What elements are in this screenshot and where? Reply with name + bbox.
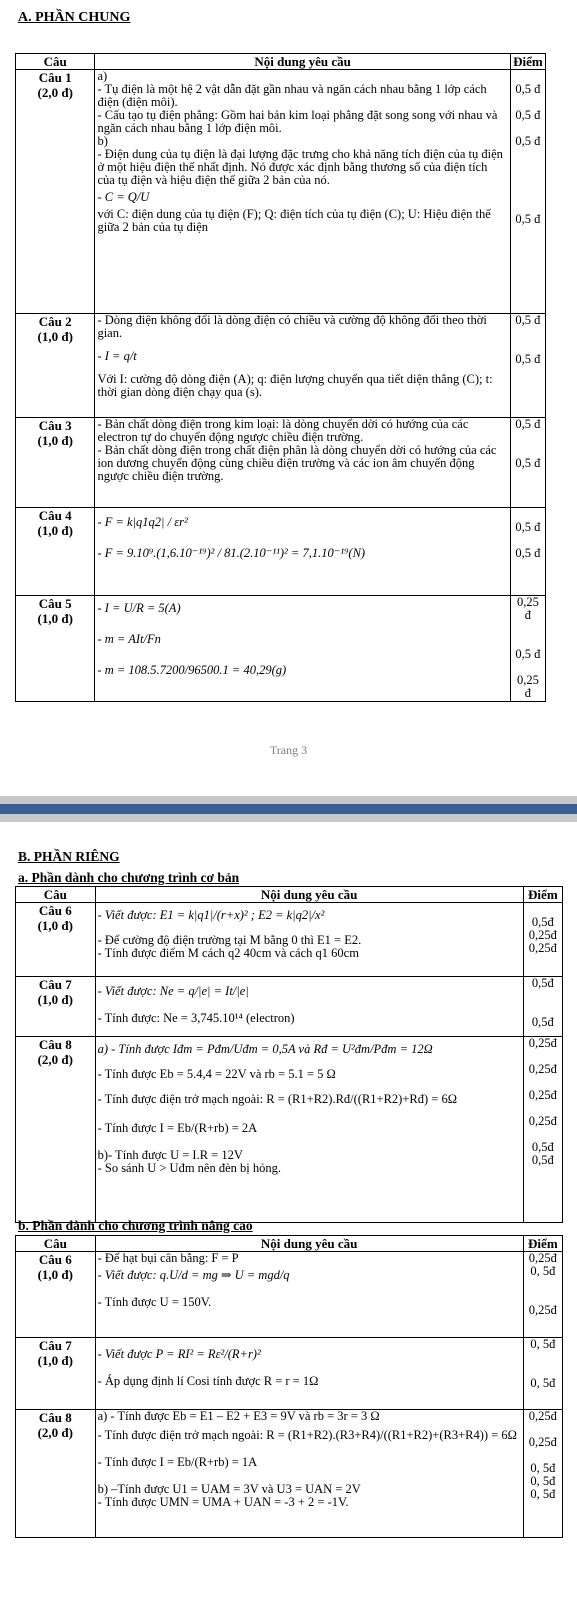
subsection-advanced-title: b. Phần dành cho chương trình nâng cao <box>18 1218 253 1233</box>
formula-line: - I = U/R = 5(A) <box>97 601 181 615</box>
answer-line: a) - Tính được Eb = E1 – E2 + E3 = 9V và rb = 3r = 3 Ω <box>97 1409 380 1423</box>
formula-line: - F = 9.10⁹.(1,6.10⁻¹⁹)² / 81.(2.10⁻¹¹)² = 7,1.10⁻¹⁹(N) <box>97 546 366 560</box>
score-cell: 0,25đ 0, 5đ 0,25đ <box>523 1252 562 1338</box>
table-row <box>16 508 546 596</box>
question-label: Câu 7 <box>38 1338 72 1353</box>
table-row <box>16 314 546 418</box>
score-cell: 0,5 đ 0,5 đ <box>510 314 545 418</box>
answer-line: - Tính được Eb = 5.4,4 = 22V và rb = 5.1 = 5 Ω <box>97 1067 336 1081</box>
page-number: Trang 3 <box>269 743 308 757</box>
table-row <box>16 1410 563 1538</box>
col-header-diem: Điểm <box>523 1236 562 1252</box>
table-row <box>16 1037 563 1223</box>
question-label: Câu 1 <box>38 70 72 85</box>
score-cell: 0,5 đ 0,5 đ 0,5 đ 0,5 đ <box>510 70 545 314</box>
question-label: Câu 6 <box>38 1252 72 1267</box>
col-header-cau: Câu <box>16 54 95 70</box>
answer-line: - Tính được UMN = UMA + UAN = -3 + 2 = -1V. <box>97 1495 349 1509</box>
answer-line: - Tính được điện trở mạch ngoài: R = (R1+R2).(R3+R4)/((R1+R2)+(R3+R4)) = 6Ω <box>97 1428 517 1442</box>
score-cell: 0,5đ 0,5đ <box>523 977 562 1037</box>
answer-line: a) <box>97 69 108 83</box>
formula-line: - Viết được: Ne = q/|e| = It/|e| <box>97 984 249 998</box>
answer-line: - Điện dung của tụ điện là đại lượng đặc trưng cho khả năng tích điện của tụ điện ở một hiệu điện thế nhất định. Nó được xác định bằng thương số của điện tích của tụ điện và hiệu điện thế giữa 2 bản của nó. <box>97 147 503 187</box>
page-separator <box>0 796 577 824</box>
question-label: Câu 7 <box>38 977 72 992</box>
question-label: Câu 6 <box>38 903 72 918</box>
page-2 <box>0 822 577 1612</box>
question-label: Câu 8 <box>38 1037 72 1052</box>
table-row <box>16 418 546 508</box>
section-a-title: A. PHẦN CHUNG <box>18 10 131 25</box>
col-header-cau: Câu <box>16 1236 96 1252</box>
table-row <box>16 596 546 702</box>
question-label: Câu 4 <box>38 508 72 523</box>
score-cell: 0,25đ 0,25đ 0, 5đ 0, 5đ 0, 5đ <box>523 1410 562 1538</box>
question-points: (2,0 đ) <box>37 1052 73 1067</box>
answer-line: - Dòng điện không đổi là dòng điện có chiều và cường độ không đổi theo thời gian. <box>97 313 487 340</box>
question-points: (1,0 đ) <box>37 523 73 538</box>
question-points: (1,0 đ) <box>37 433 73 448</box>
formula-line: - Viết được P = RI² = Rε²/(R+r)² <box>97 1347 261 1361</box>
col-header-noidung: Nội dung yêu cầu <box>95 1236 523 1252</box>
score-cell: 0,5 đ 0,5 đ <box>510 418 545 508</box>
answer-line: - Tính được I = Eb/(R+rb) = 2A <box>97 1121 258 1135</box>
table-basic <box>15 886 563 1223</box>
question-points: (1,0 đ) <box>37 1353 73 1368</box>
answer-line: với C: điện dung của tụ điện (F); Q: điện tích của tụ điện (C); U: Hiệu điện thế giữa 2 bản của tụ điện <box>97 207 491 234</box>
formula-line: - m = 108.5.7200/96500.1 = 40,29(g) <box>97 663 287 677</box>
page-separator-band <box>0 804 577 814</box>
formula-line: - F = k|q1q2| / εr² <box>97 515 188 529</box>
table-row <box>16 1252 563 1338</box>
table-header-row <box>16 54 546 70</box>
table-header-row <box>16 1236 563 1252</box>
question-points: (1,0 đ) <box>37 611 73 626</box>
answer-line: - Tính được: Ne = 3,745.10¹⁴ (electron) <box>97 1011 295 1025</box>
answer-line: - Tụ điện là một hệ 2 vật dẫn đặt gần nhau và ngăn cách nhau bằng 1 lớp cách điện (điện môi). <box>97 82 487 109</box>
question-label: Câu 8 <box>38 1410 72 1425</box>
answer-line: - Cấu tạo tụ điện phẳng: Gồm hai bản kim loại phẳng đặt song song với nhau và ngăn cách nhau bằng 1 lớp điện môi. <box>97 108 498 135</box>
question-points: (2,0 đ) <box>37 85 73 100</box>
answer-line: - Tính được điện trở mạch ngoài: R = (R1+R2).Rđ/((R1+R2)+Rđ) = 6Ω <box>97 1092 457 1106</box>
score-cell: 0,5đ 0,25đ 0,25đ <box>523 903 562 977</box>
col-header-cau: Câu <box>16 887 96 903</box>
table-header-row <box>16 887 563 903</box>
formula-line: - I = q/t <box>97 349 137 363</box>
answer-line: - So sánh U > Uđm nên đèn bị hỏng. <box>97 1161 282 1175</box>
score-cell: 0,25đ 0,25đ 0,25đ 0,25đ 0,5đ 0,5đ <box>523 1037 562 1223</box>
answer-line: - Tính được điểm M cách q2 40cm và cách q1 60cm <box>97 946 359 960</box>
col-header-diem: Điểm <box>523 887 562 903</box>
section-b-title: B. PHẦN RIÊNG <box>18 849 120 864</box>
table-row <box>16 1338 563 1410</box>
question-label: Câu 3 <box>38 418 72 433</box>
question-label: Câu 2 <box>38 314 72 329</box>
score-cell: 0,25 đ 0,5 đ 0,25 đ <box>510 596 545 702</box>
formula-line: - C = Q/U <box>97 190 150 204</box>
question-points: (1,0 đ) <box>37 918 73 933</box>
score-cell: 0, 5đ 0, 5đ <box>523 1338 562 1410</box>
subsection-basic-title: a. Phần dành cho chương trình cơ bản <box>18 870 240 885</box>
answer-line: - Để hạt bụi cân bằng: F = P <box>97 1251 239 1265</box>
answer-line: - Để cường độ điện trường tại M bằng 0 thì E1 = E2. <box>97 933 362 947</box>
score-cell: 0,5 đ 0,5 đ <box>510 508 545 596</box>
table-row <box>16 70 546 314</box>
table-row <box>16 977 563 1037</box>
answer-line: - Tính được I = Eb/(R+rb) = 1A <box>97 1455 258 1469</box>
answer-line: b) <box>97 134 108 148</box>
table-row <box>16 903 563 977</box>
question-points: (1,0 đ) <box>37 1267 73 1282</box>
question-label: Câu 5 <box>38 596 72 611</box>
question-points: (1,0 đ) <box>37 992 73 1007</box>
answer-line: b) –Tính được U1 = UAM = 3V và U3 = UAN = 2V <box>97 1482 361 1496</box>
formula-line: - Viết được: q.U/d = mg ⇒ U = mgd/q <box>97 1268 290 1282</box>
col-header-noidung: Nội dung yêu cầu <box>95 887 523 903</box>
question-points: (2,0 đ) <box>37 1425 73 1440</box>
formula-line: - m = AIt/Fn <box>97 632 161 646</box>
table-part-a <box>15 53 546 702</box>
col-header-noidung: Nội dung yêu cầu <box>95 54 510 70</box>
answer-line: - Bản chất dòng điện trong kim loại: là dòng chuyển dời có hướng của các electron tự do chuyển động ngược chiều điện trường. <box>97 417 469 444</box>
formula-line: a) - Tính được Iđm = Pđm/Uđm = 0,5A và Rđ = U²đm/Pđm = 12Ω <box>97 1042 433 1056</box>
col-header-diem: Điểm <box>510 54 545 70</box>
answer-line: b)- Tính được U = I.R = 12V <box>97 1148 243 1162</box>
answer-line: - Áp dụng định lí Cosi tính được R = r = 1Ω <box>97 1374 319 1388</box>
table-advanced <box>15 1235 563 1538</box>
answer-line: Với I: cường độ dòng điện (A); q: điện lượng chuyển qua tiết diện thẳng (C); t: thời gian dòng điện chạy qua (s). <box>97 372 493 399</box>
answer-line: - Tính được U = 150V. <box>97 1295 212 1309</box>
answer-line: - Bản chất dòng điện trong chất điện phân là dòng chuyển dời có hướng của các ion dương chuyển động cùng chiều điện trường và các ion âm chuyển động ngược chiều điện trường. <box>97 443 497 483</box>
formula-line: - Viết được: E1 = k|q1|/(r+x)² ; E2 = k|q2|/x² <box>97 908 325 922</box>
question-points: (1,0 đ) <box>37 329 73 344</box>
